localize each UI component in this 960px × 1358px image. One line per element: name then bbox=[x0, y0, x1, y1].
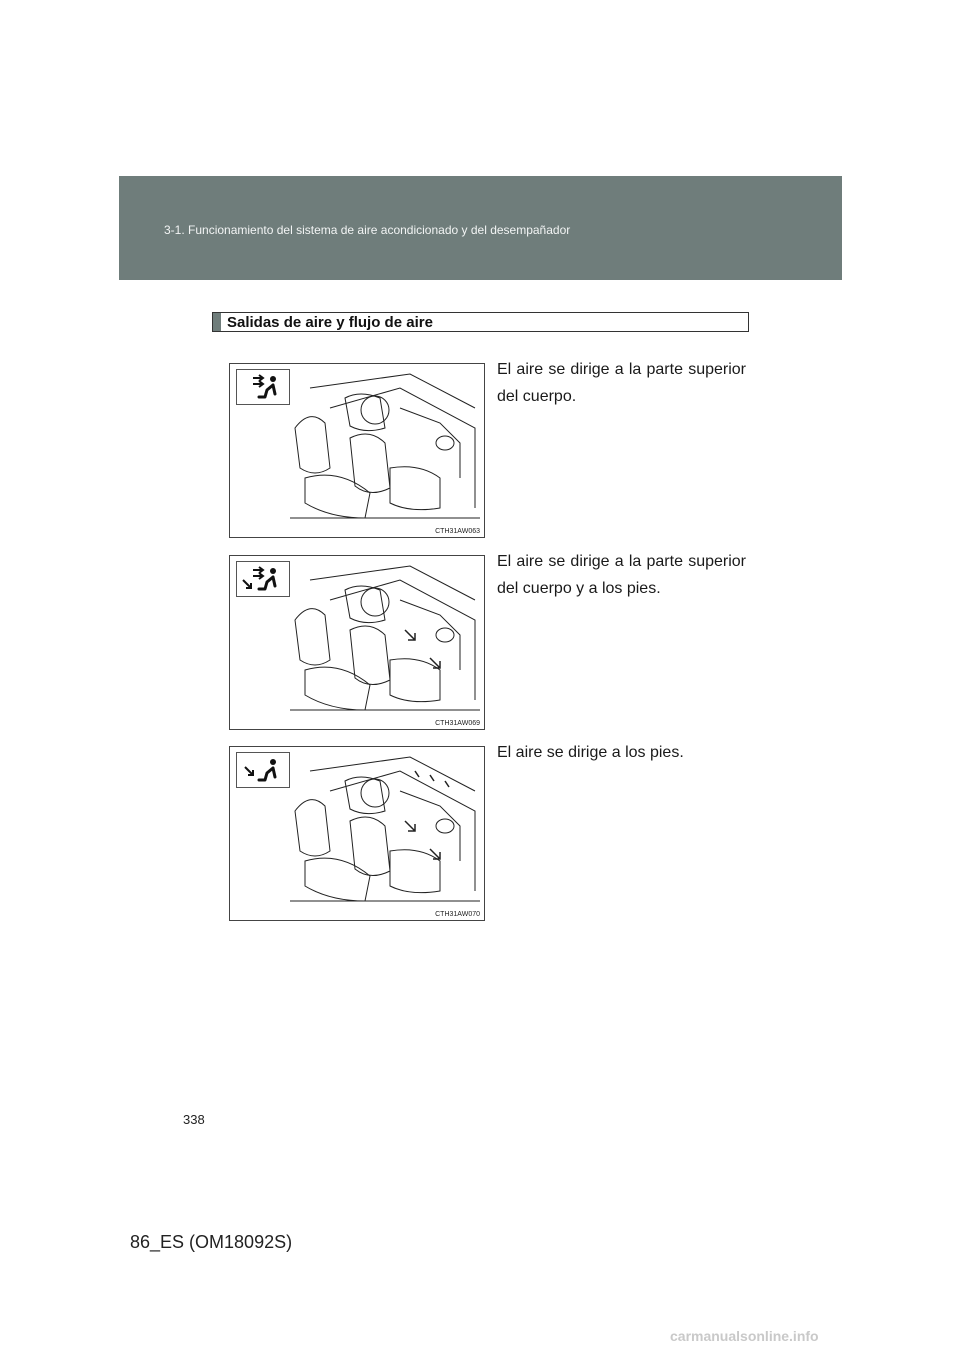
feet-airflow-icon bbox=[236, 752, 290, 788]
breadcrumb: 3-1. Funcionamiento del sistema de aire acondicionado y del desempañador bbox=[164, 223, 571, 237]
face-airflow-icon bbox=[236, 369, 290, 405]
cabin-illustration bbox=[290, 751, 480, 911]
mode-description: El aire se dirige a la parte superior del cuerpo. bbox=[497, 361, 746, 405]
section-title: Salidas de aire y flujo de aire bbox=[227, 314, 433, 331]
section-heading bbox=[212, 312, 749, 332]
figure-code: CTH31AW063 bbox=[435, 528, 480, 535]
cabin-illustration bbox=[290, 368, 480, 528]
mode-description: El aire se dirige a los pies. bbox=[497, 744, 684, 761]
figure-feet-mode bbox=[229, 746, 485, 921]
figure-code: CTH31AW069 bbox=[435, 720, 480, 727]
figure-bi-level-mode bbox=[229, 555, 485, 730]
section-accent-bar bbox=[213, 313, 221, 331]
figure-face-mode bbox=[229, 363, 485, 538]
page-number: 338 bbox=[183, 1112, 205, 1127]
cabin-illustration bbox=[290, 560, 480, 720]
bi-level-airflow-icon bbox=[236, 561, 290, 597]
header-band bbox=[119, 176, 842, 280]
mode-description: El aire se dirige a la parte superior del cuerpo y a los pies. bbox=[497, 553, 746, 597]
figure-code: CTH31AW070 bbox=[435, 911, 480, 918]
watermark: carmanualsonline.info bbox=[670, 1328, 819, 1344]
document-code: 86_ES (OM18092S) bbox=[130, 1232, 293, 1252]
